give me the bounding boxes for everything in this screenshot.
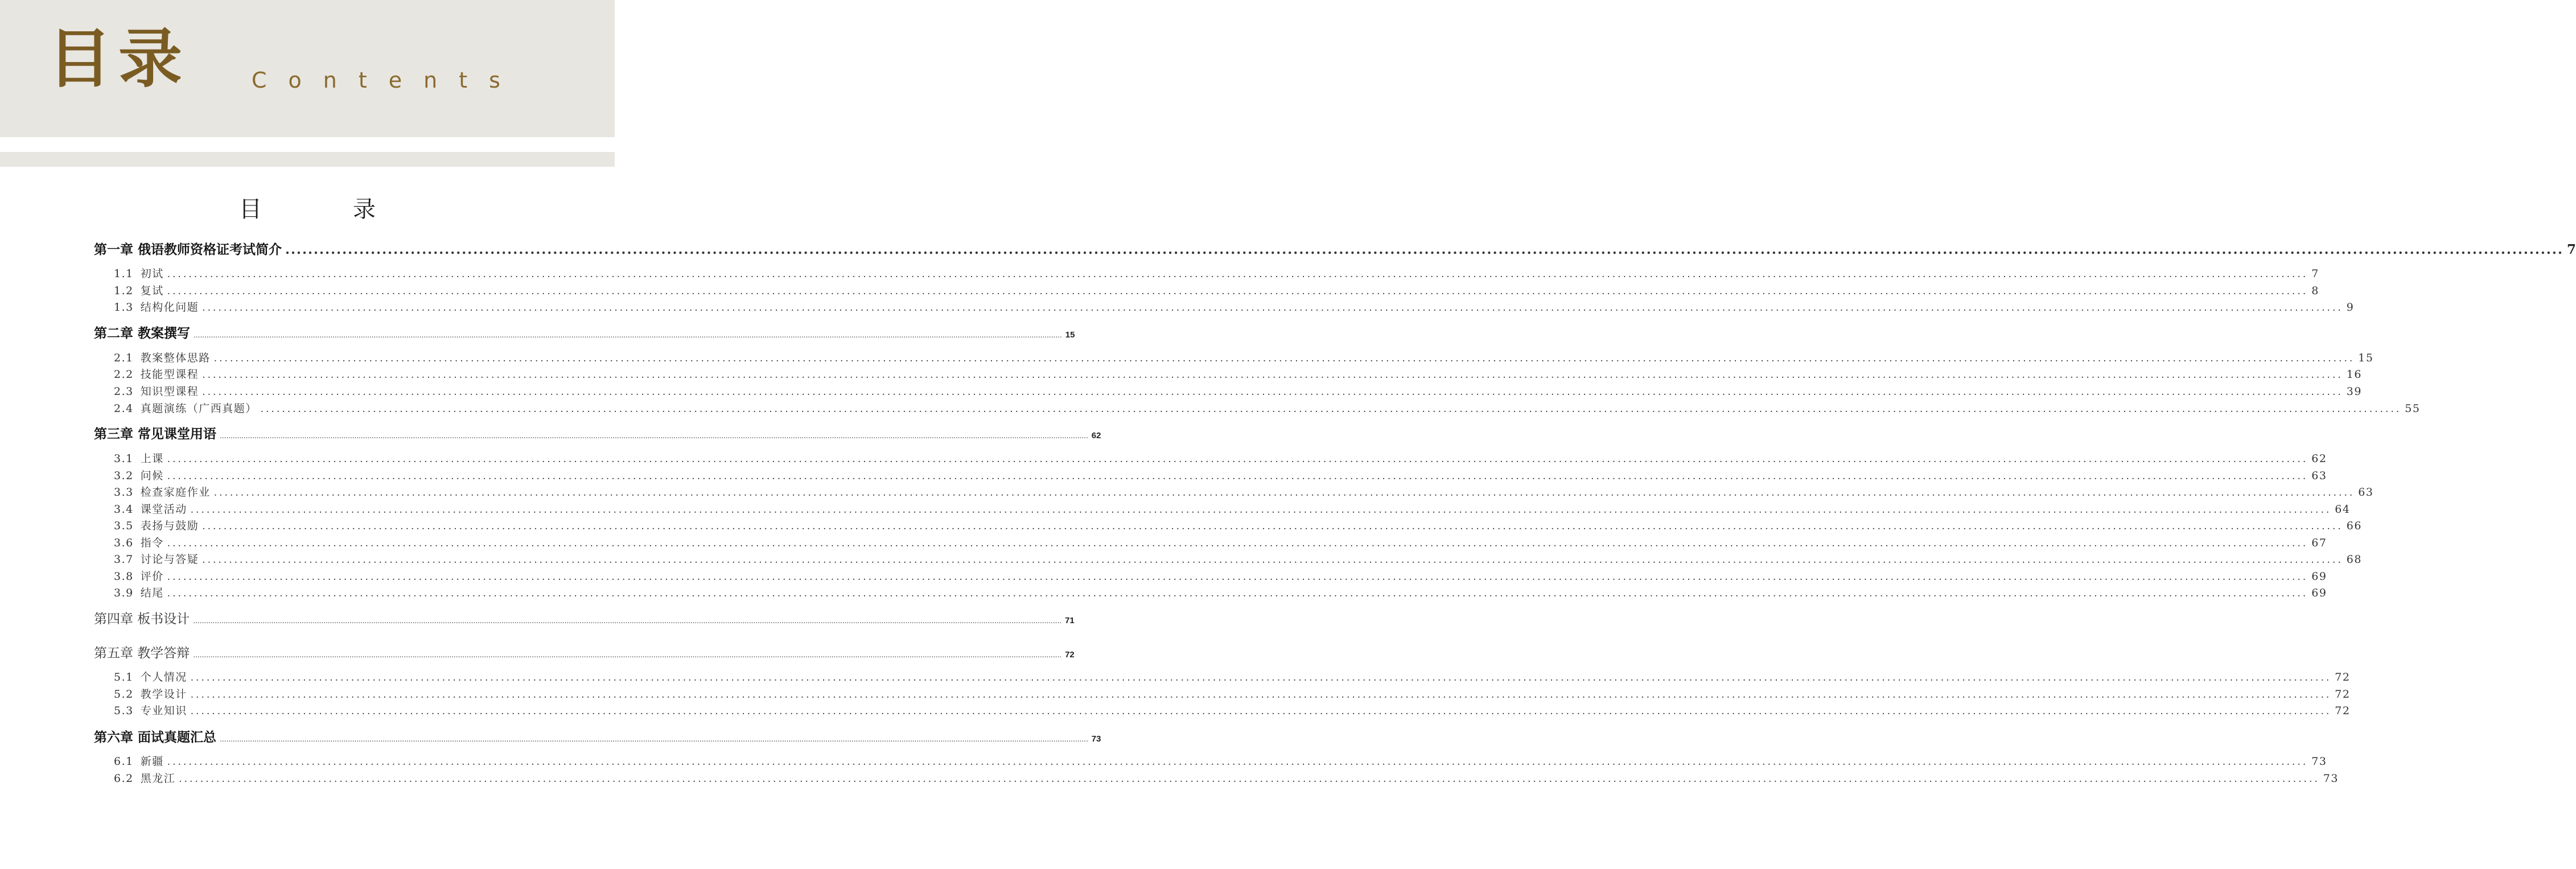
chapter-page-number: 72	[1065, 650, 1075, 660]
toc-section-row[interactable]	[114, 299, 2355, 314]
section-title: 复试	[140, 285, 164, 297]
section-label	[114, 383, 199, 398]
toc-section-row[interactable]	[114, 400, 2421, 415]
section-page-number: 66	[2346, 520, 2362, 532]
leader-dots: ................................................................................................................................................................................................................................................................................................................................................................................................................	[202, 554, 2343, 566]
section-label	[114, 467, 164, 483]
section-label	[114, 265, 164, 281]
leader-dots: ................................................................................................................................................................................................................................................................................................................................................................................................................	[190, 689, 2332, 701]
section-title: 新疆	[140, 755, 164, 768]
section-number: 2.3	[114, 385, 134, 398]
chapter-page-number: 7	[2566, 242, 2576, 257]
toc-section-row[interactable]	[114, 517, 2362, 533]
section-page-number: 16	[2346, 368, 2362, 381]
section-label	[114, 686, 187, 701]
section-page-number: 64	[2335, 503, 2351, 516]
section-title: 知识型课程	[140, 385, 199, 398]
leader-dots: ................................................................................................................................................................................................................................................................................................................................................................................................................	[167, 538, 2308, 549]
section-number: 2.4	[114, 402, 134, 415]
section-page-number: 69	[2311, 570, 2327, 583]
section-label	[114, 770, 175, 785]
section-label	[114, 534, 164, 550]
chapter-title: 第三章 常见课堂用语	[94, 427, 217, 442]
section-page-number: 69	[2311, 587, 2327, 599]
leader-dots: ................................................................................................................................................................................................................................................................................................................................................................................................................	[167, 588, 2308, 599]
section-label	[114, 551, 199, 566]
header-title: 目录	[48, 22, 189, 96]
toc-section-row[interactable]	[114, 584, 2327, 600]
section-page-number: 7	[2311, 267, 2319, 280]
leader-dots: ................................................................................................................................................................................................................................................................................................................................................................................................................	[260, 403, 2402, 415]
leader-dots: ................................................................................................................................................................................................................................................................................................................................................................................................................	[190, 672, 2332, 683]
section-page-number: 72	[2335, 671, 2351, 683]
section-title: 指令	[140, 537, 164, 549]
leader-dots: ................................................................................................................................................................................................................................................................................................................................................................................................................	[202, 521, 2343, 532]
chapter-title: 第一章 俄语教师资格证考试简介	[94, 242, 282, 257]
section-number: 3.4	[114, 503, 134, 516]
section-number: 3.9	[114, 587, 134, 599]
section-number: 6.2	[114, 772, 134, 785]
section-title: 真题演练（广西真题）	[140, 402, 257, 415]
toc-chapter-row[interactable]	[94, 727, 1101, 746]
header-subtitle: Contents	[252, 68, 522, 93]
section-page-number: 8	[2311, 285, 2319, 297]
toc-section-row[interactable]	[114, 484, 2374, 499]
section-title: 上课	[140, 452, 164, 465]
leader-dots: ................................................................................................................................................................................................................................................................................................................................................................................................................	[202, 369, 2343, 381]
leader-dots: ................................................................................................................................................................................................................................................................................................................................................................................................................	[194, 331, 1062, 339]
section-number: 2.2	[114, 368, 134, 381]
chapter-title: 第四章 板书设计	[94, 612, 190, 627]
section-label	[114, 568, 164, 583]
toc-title: 目录	[239, 196, 467, 223]
section-title: 结构化问题	[140, 301, 199, 314]
leader-dots: ................................................................................................................................................................................................................................................................................................................................................................................................................	[190, 504, 2332, 516]
toc-chapter-row[interactable]	[94, 239, 2576, 258]
leader-dots: ................................................................................................................................................................................................................................................................................................................................................................................................................	[202, 302, 2343, 314]
section-page-number: 63	[2358, 486, 2374, 499]
section-title: 课堂活动	[140, 503, 187, 516]
section-label	[114, 702, 187, 718]
toc-section-row[interactable]	[114, 534, 2327, 550]
section-title: 技能型课程	[140, 368, 199, 381]
chapter-page-number: 73	[1091, 734, 1101, 744]
section-title: 教案整体思路	[140, 352, 211, 364]
section-title: 黑龙江	[140, 772, 176, 785]
leader-dots: ................................................................................................................................................................................................................................................................................................................................................................................................................	[193, 651, 1062, 659]
leader-dots: ................................................................................................................................................................................................................................................................................................................................................................................................................	[213, 487, 2355, 499]
leader-dots: ................................................................................................................................................................................................................................................................................................................................................................................................................	[179, 773, 2320, 785]
leader-dots: ................................................................................................................................................................................................................................................................................................................................................................................................................	[190, 706, 2332, 717]
leader-dots: ................................................................................................................................................................................................................................................................................................................................................................................................................	[167, 269, 2308, 280]
section-page-number: 68	[2346, 553, 2362, 566]
section-number: 1.2	[114, 285, 134, 297]
toc-section-row[interactable]	[114, 551, 2362, 566]
toc-chapter-row[interactable]	[94, 643, 1075, 661]
leader-dots: ................................................................................................................................................................................................................................................................................................................................................................................................................	[193, 617, 1062, 625]
section-title: 结尾	[140, 587, 164, 599]
section-number: 2.1	[114, 352, 134, 364]
section-label	[114, 501, 187, 516]
leader-dots: ................................................................................................................................................................................................................................................................................................................................................................................................................	[167, 756, 2308, 768]
section-page-number: 39	[2346, 385, 2362, 398]
toc-chapter-row[interactable]	[94, 423, 1101, 442]
leader-dots: ................................................................................................................................................................................................................................................................................................................................................................................................................	[285, 242, 2563, 257]
chapter-page-number: 62	[1091, 431, 1101, 440]
section-page-number: 15	[2358, 352, 2374, 364]
toc-section-row[interactable]	[114, 753, 2327, 768]
toc-chapter-row[interactable]	[94, 608, 1075, 627]
toc-section-row[interactable]	[114, 770, 2339, 785]
toc-section-row[interactable]	[114, 467, 2327, 483]
chapter-page-number: 15	[1065, 330, 1075, 340]
section-number: 3.7	[114, 553, 134, 566]
section-title: 问候	[140, 469, 164, 482]
section-number: 3.6	[114, 537, 134, 549]
chapter-page-number: 71	[1065, 616, 1075, 625]
section-page-number: 63	[2311, 469, 2327, 482]
section-title: 专业知识	[140, 705, 187, 717]
section-number: 1.3	[114, 301, 134, 314]
section-label	[114, 282, 164, 298]
section-title: 教学设计	[140, 688, 187, 701]
section-number: 3.2	[114, 469, 134, 482]
section-page-number: 55	[2405, 402, 2421, 415]
section-label	[114, 669, 187, 684]
toc-section-row[interactable]	[114, 568, 2327, 583]
section-number: 5.3	[114, 705, 134, 717]
section-title: 评价	[140, 570, 164, 583]
chapter-title: 第二章 教案撰写	[94, 326, 191, 341]
section-page-number: 73	[2311, 755, 2327, 768]
section-number: 3.1	[114, 452, 134, 465]
section-page-number: 73	[2323, 772, 2339, 785]
section-title: 初试	[140, 267, 164, 280]
leader-dots: ................................................................................................................................................................................................................................................................................................................................................................................................................	[220, 432, 1088, 440]
section-number: 5.2	[114, 688, 134, 701]
leader-dots: ................................................................................................................................................................................................................................................................................................................................................................................................................	[167, 471, 2308, 482]
leader-dots: ................................................................................................................................................................................................................................................................................................................................................................................................................	[167, 454, 2308, 465]
toc-chapter-row[interactable]	[94, 323, 1075, 341]
leader-dots: ................................................................................................................................................................................................................................................................................................................................................................................................................	[220, 735, 1088, 743]
chapter-title: 第五章 教学答辩	[94, 646, 190, 661]
section-label	[114, 484, 211, 499]
section-title: 个人情况	[140, 671, 187, 683]
section-number: 3.5	[114, 520, 134, 532]
toc-section-row[interactable]	[114, 702, 2351, 718]
toc-section-row[interactable]	[114, 686, 2351, 701]
section-title: 表扬与鼓励	[140, 520, 199, 532]
section-page-number: 67	[2311, 537, 2327, 549]
toc-section-row[interactable]	[114, 282, 2319, 298]
section-label	[114, 584, 164, 600]
section-label	[114, 299, 199, 314]
toc-section-row[interactable]	[114, 450, 2327, 466]
leader-dots: ................................................................................................................................................................................................................................................................................................................................................................................................................	[213, 353, 2355, 364]
section-title: 讨论与答疑	[140, 553, 199, 566]
toc-section-row[interactable]	[114, 349, 2374, 365]
toc-section-row[interactable]	[114, 669, 2351, 684]
leader-dots: ................................................................................................................................................................................................................................................................................................................................................................................................................	[202, 386, 2343, 398]
section-label	[114, 349, 211, 365]
section-page-number: 62	[2311, 452, 2327, 465]
toc-section-row[interactable]	[114, 383, 2362, 398]
section-label	[114, 366, 199, 381]
leader-dots: ................................................................................................................................................................................................................................................................................................................................................................................................................	[167, 286, 2308, 297]
leader-dots: ................................................................................................................................................................................................................................................................................................................................................................................................................	[167, 571, 2308, 583]
section-number: 5.1	[114, 671, 134, 683]
section-label	[114, 517, 199, 533]
section-label	[114, 400, 257, 415]
section-number: 6.1	[114, 755, 134, 768]
section-number: 1.1	[114, 267, 134, 280]
section-page-number: 9	[2346, 301, 2355, 314]
section-label	[114, 450, 164, 466]
section-number: 3.3	[114, 486, 134, 499]
chapter-title: 第六章 面试真题汇总	[94, 730, 217, 745]
section-number: 3.8	[114, 570, 134, 583]
section-page-number: 72	[2335, 688, 2351, 701]
toc-section-row[interactable]	[114, 501, 2351, 516]
section-label	[114, 753, 164, 768]
section-title: 检查家庭作业	[140, 486, 211, 499]
toc-section-row[interactable]	[114, 366, 2362, 381]
toc-section-row[interactable]	[114, 265, 2319, 281]
section-page-number: 72	[2335, 705, 2351, 717]
